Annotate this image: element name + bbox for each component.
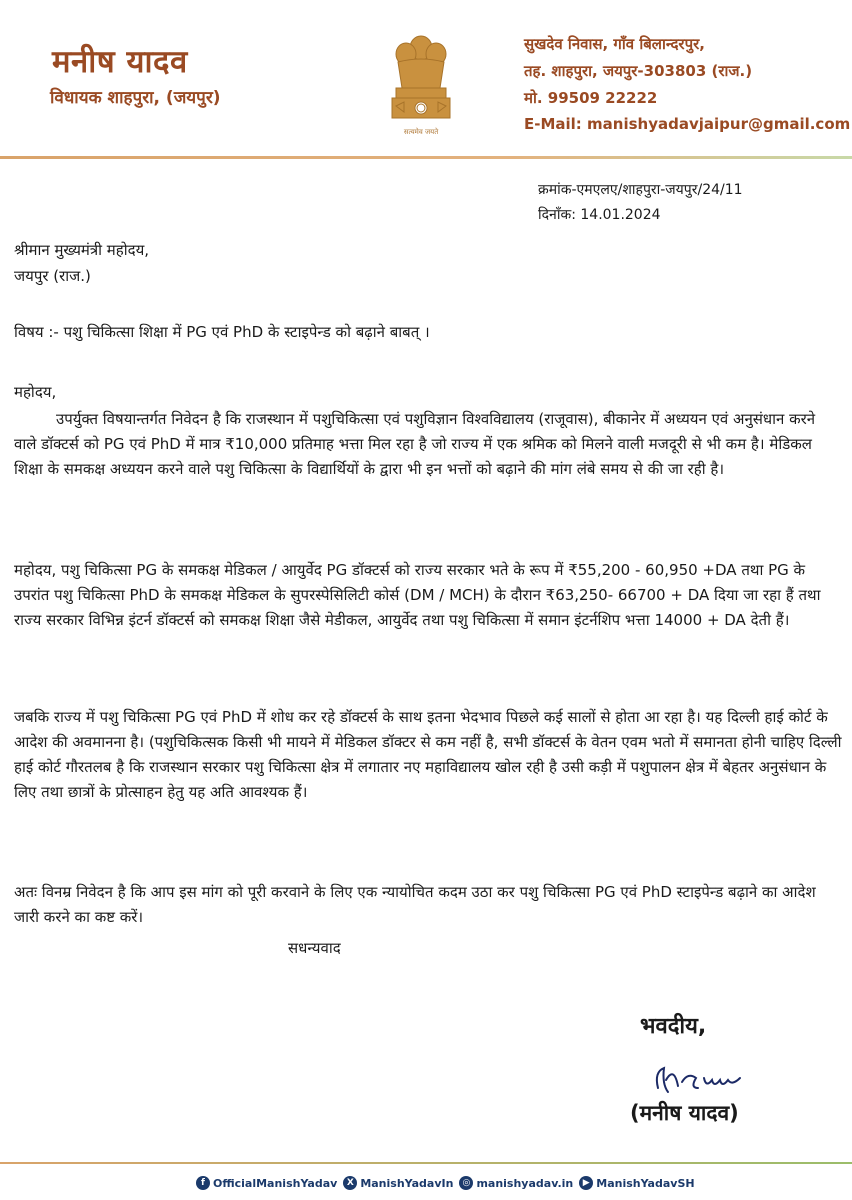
footer-youtube[interactable]	[579, 1176, 694, 1190]
paragraph-1	[14, 407, 842, 482]
x-handle: ManishYadavIn	[360, 1176, 454, 1190]
addressee-line-2: जयपुर (राज.)	[14, 267, 91, 285]
globe-icon: ◎	[459, 1176, 473, 1190]
emblem-motto: सत्यमेव जयते	[403, 128, 439, 136]
paragraph-4: अतः विनम्र निवेदन है कि आप इस मांग को पूरी करवाने के लिए एक न्यायोचित कदम उठा कर पशु चिकित्सा PG एवं PhD स्टाइपेन्ड बढ़ाने का आदेश जारी करने का कष्ट करें।	[14, 883, 816, 926]
paragraph-1-text: उपर्युक्त विषयान्तर्गत निवेदन है कि राजस्थान में पशुचिकित्सा एवं पशुविज्ञान विश्वविद्यालय (राजूवास), बीकानेर में अध्ययन एवं अनुसंधान करने वाले डॉक्टर्स को PG एवं PhD में मात्र ₹10,000 प्रतिमाह भत्ता मिल रहा है जो राज्य में एक श्रमिक को मिलने वाली मजदूरी से भी कम है। मेडिकल शिक्षा के समकक्ष अध्ययन करने वाले पशु चिकित्सा के विद्यार्थियों के द्वारा भी इन भत्तों को बढ़ाने की मांग लंबे समय से की जा रही है।	[14, 410, 816, 478]
addressee-line-1: श्रीमान मुख्यमंत्री महोदय,	[14, 241, 150, 259]
social-footer	[196, 1176, 695, 1190]
handwritten-signature	[648, 1058, 758, 1102]
salutation: महोदय,	[14, 383, 57, 401]
website-url: manishyadav.in	[476, 1176, 574, 1190]
email-address: E-Mail: manishyadavjaipur@gmail.com	[524, 115, 851, 133]
facebook-icon: f	[196, 1176, 210, 1190]
phone-number: मो. 99509 22222	[524, 89, 658, 107]
address-line-2: तह. शाहपुरा, जयपुर-303803 (राज.)	[524, 62, 753, 80]
letterhead-divider	[0, 156, 852, 159]
footer-divider	[0, 1162, 852, 1164]
youtube-icon: ▶	[579, 1176, 593, 1190]
paragraph-2: महोदय, पशु चिकित्सा PG के समकक्ष मेडिकल / आयुर्वेद PG डॉक्टर्स को राज्य सरकार भते के रूप में ₹55,200 - 60,950 +DA तथा PG के उपरांत पशु चिकित्सा PhD के समकक्ष मेडिकल के सुपरस्पेसिलिटी कोर्स (DM / MCH) के दौरान ₹63,250- 66700 + DA दिया जा रहा हैं तथा राज्य सरकार विभिन्न इंटर्न डॉक्टर्स को समकक्ष शिक्षा जैसे मेडीकल, आयुर्वेद तथा पशु चिकित्सा में समान इंटर्नशिप भत्ता 14000 + DA देती हैं।	[14, 561, 821, 629]
paragraph-3: जबकि राज्य में पशु चिकित्सा PG एवं PhD में शोध कर रहे डॉक्टर्स के साथ इतना भेदभाव पिछले कई सालों से होता आ रहा है। यह दिल्ली हाई कोर्ट के आदेश की अवमानना है। (पशुचिकित्सक किसी भी मायने में मेडिकल डॉक्टर से कम नहीं है, सभी डॉक्टर्स के वेतन एवम भतो में समानता होनी चाहिए दिल्ली हाई कोर्ट गौरतलब है कि राजस्थान सरकार पशु चिकित्सा क्षेत्र में लगातार नए महाविद्यालय खोल रही है उसी कड़ी में पशुपालन क्षेत्र में बेहतर अनुसंधान के लिए तथा छात्रों के प्रोत्साहन हेतु यह अति आवश्यक हैं।	[14, 708, 842, 801]
footer-website[interactable]	[459, 1176, 573, 1190]
signatory-name: (मनीष यादव)	[630, 1101, 739, 1125]
x-icon: X	[343, 1176, 357, 1190]
closing-phrase: भवदीय,	[640, 1014, 707, 1039]
footer-x[interactable]	[343, 1176, 453, 1190]
youtube-handle: ManishYadavSH	[596, 1176, 695, 1190]
facebook-handle: OfficialManishYadav	[213, 1176, 338, 1190]
letter-date: दिनाँक: 14.01.2024	[538, 207, 661, 223]
subject-line: विषय :- पशु चिकित्सा शिक्षा में PG एवं PhD के स्टाइपेन्ड को बढ़ाने बाबत् ।	[14, 323, 430, 341]
letterhead-designation: विधायक शाहपुरा, (जयपुर)	[50, 88, 221, 108]
letterhead-name: मनीष यादव	[52, 44, 188, 80]
thanks-note: सधन्यवाद	[288, 939, 341, 957]
state-emblem-icon	[378, 30, 464, 140]
footer-facebook[interactable]	[196, 1176, 337, 1190]
address-line-1: सुखदेव निवास, गाँव बिलान्दरपुर,	[524, 35, 705, 53]
reference-number: क्रमांक-एमएलए/शाहपुरा-जयपुर/24/11	[538, 182, 743, 198]
